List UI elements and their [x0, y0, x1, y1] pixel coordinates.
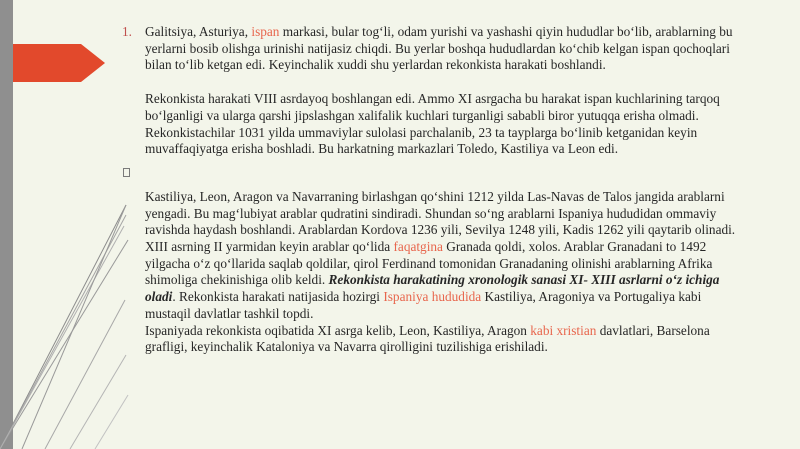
- text-span: markasi, bular tog‘li, odam yurishi va yashashi qiyin hududlar bo‘lib, arablarning bu yerlarni bosib olishga urinishi natijasiz chiqdi. Bu yerlar boshqa hududlardan ko‘chib kelgan ispan qochoqlari bilan to‘lib ketgan edi. Keyinchalik xuddi shu yerlardan rekonkista harakati boshlandi.: [145, 24, 733, 73]
- paragraph-4: [145, 323, 750, 356]
- list-number: 1.: [122, 24, 132, 39]
- highlight-ispaniya-hududida: Ispaniya hududida: [383, 289, 482, 305]
- bold-italic-text: Rekonkista harakatining xronologik sanasi XI- XIII asrlarni o‘z ichiga oladi: [145, 272, 720, 305]
- paragraph-2: Rekonkista harakati VIII asrdayoq boshlangan edi. Ammo XI asrgacha bu harakat ispan kuchlarining tarqoq bo‘lganligi va ularga qarshi jipslashgan xalifalik kuchlari turganligi sababli biror yutuqqa erisha olmadi. Rekonkistachilar 1031 yilda ummaviylar sulolasi parchalanib, 23 ta tayplarga bo‘linib ketganidan keyin muvaffaqiyatga erisha boshladi. Bu harkatning markazlari Toledo, Kastiliya va Leon edi.: [145, 91, 720, 157]
- text-span: Granada qoldi, xolos. Arablar Granadani to 1492 yilgacha o‘z qo‘llarida saqlab qoldilar, qirol Ferdinand tomonidan Granadaning olinishi arablarning Afrika shimoliga chekinishiga olib keldi.: [145, 239, 713, 288]
- paragraph-3: [145, 189, 750, 323]
- text-span: davlatlari, Barselona grafligi, keyinchalik Kataloniya va Navarra qirolligini tuzilishiga erishiladi.: [145, 322, 710, 355]
- section-2: [122, 189, 750, 356]
- text-span: Ispaniyada rekonkista oqibatida XI asrga kelib, Leon, Kastiliya, Aragon: [145, 322, 531, 338]
- red-arrow-shape: [13, 44, 105, 82]
- text-span: Kastiliya, Aragoniya va Portugaliya kabi mustaqil davlatlar tashkil topdi.: [145, 289, 702, 321]
- text-span: Galitsiya, Asturiya,: [145, 24, 252, 39]
- square-bullet-icon: [123, 168, 130, 177]
- list-text: [145, 24, 750, 158]
- bullet-row: [123, 164, 750, 181]
- list-item: [122, 24, 750, 158]
- highlight-ispan: ispan: [251, 24, 280, 39]
- content: [122, 24, 750, 356]
- paragraph-1: [145, 24, 750, 74]
- highlight-kabi-xristian: kabi xristian: [530, 322, 597, 338]
- text-span: . Rekonkista harakati natijasida hozirgi: [172, 289, 384, 305]
- text-span: Kastiliya, Leon, Aragon va Navarraning birlashgan qo‘shini 1212 yilda Las-Navas de Talos jangida arablarni yengadi. Bu mag‘lubiyat arablar qudratini sindiradi. Shundan so‘ng arablarni Ispaniya hududidan ommaviy ravishda haydash boshlandi. Arablardan Kordova 1236 yili, Sevilya 1248 yili, Kadis 1262 yili qaytarib olinadi. XIII asrning II yarmidan keyin arablar qo‘lida: [145, 188, 736, 255]
- highlight-faqatgina: faqatgina: [393, 239, 443, 255]
